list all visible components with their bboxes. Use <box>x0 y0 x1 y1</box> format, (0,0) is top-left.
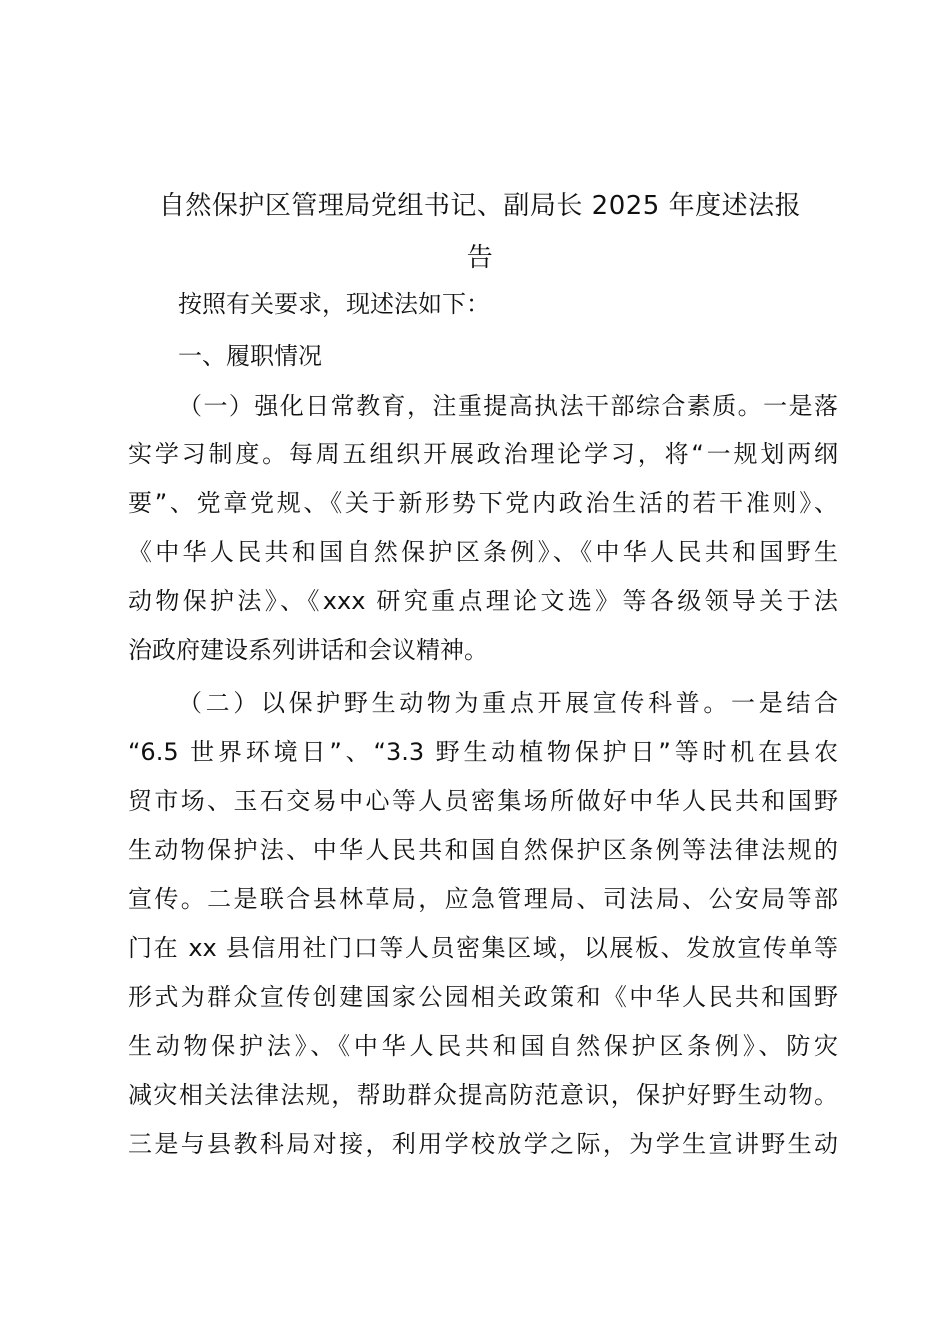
document-title <box>120 180 840 284</box>
title-line-1: 自然保护区管理局党组书记、副局长 2025 年度述法报 <box>158 191 802 221</box>
para1-line-6: 治政府建设系列讲话和会议精神。 <box>128 636 488 664</box>
para2-line-2: “6.5 世界环境日”、“3.3 野生动植物保护日”等时机在县农 <box>128 738 838 766</box>
para2-line-4: 生动物保护法、中华人民共和国自然保护区条例等法律法规的 <box>128 836 838 864</box>
section-heading: 一、履职情况 <box>178 342 322 370</box>
para2-line-1: （二）以保护野生动物为重点开展宣传科普。一是结合 <box>178 689 838 717</box>
para1-line-3: 要”、党章党规、《关于新形势下党内政治生活的若干准则》、 <box>128 489 838 517</box>
para1-line-2: 实学习制度。每周五组织开展政治理论学习，将“一规划两纲 <box>128 440 838 468</box>
intro-paragraph: 按照有关要求，现述法如下： <box>178 290 490 318</box>
para1-line-5: 动物保护法》、《xxx 研究重点理论文选》等各级领导关于法 <box>128 587 838 615</box>
para1-line-4: 《中华人民共和国自然保护区条例》、《中华人民共和国野生 <box>128 538 838 566</box>
para2-line-5: 宣传。二是联合县林草局，应急管理局、司法局、公安局等部 <box>128 885 838 913</box>
para2-line-10: 三是与县教科局对接，利用学校放学之际，为学生宣讲野生动 <box>128 1130 838 1158</box>
para2-line-7: 形式为群众宣传创建国家公园相关政策和《中华人民共和国野 <box>128 983 838 1011</box>
para2-line-9: 减灾相关法律法规，帮助群众提高防范意识，保护好野生动物。 <box>128 1081 838 1109</box>
para2-line-3: 贸市场、玉石交易中心等人员密集场所做好中华人民共和国野 <box>128 787 838 815</box>
para2-line-6: 门在 xx 县信用社门口等人员密集区域，以展板、发放宣传单等 <box>128 934 838 962</box>
title-line-2: 告 <box>466 243 494 273</box>
para1-line-1: （一）强化日常教育，注重提高执法干部综合素质。一是落 <box>178 392 838 420</box>
para2-line-8: 生动物保护法》、《中华人民共和国自然保护区条例》、防灾 <box>128 1032 838 1060</box>
